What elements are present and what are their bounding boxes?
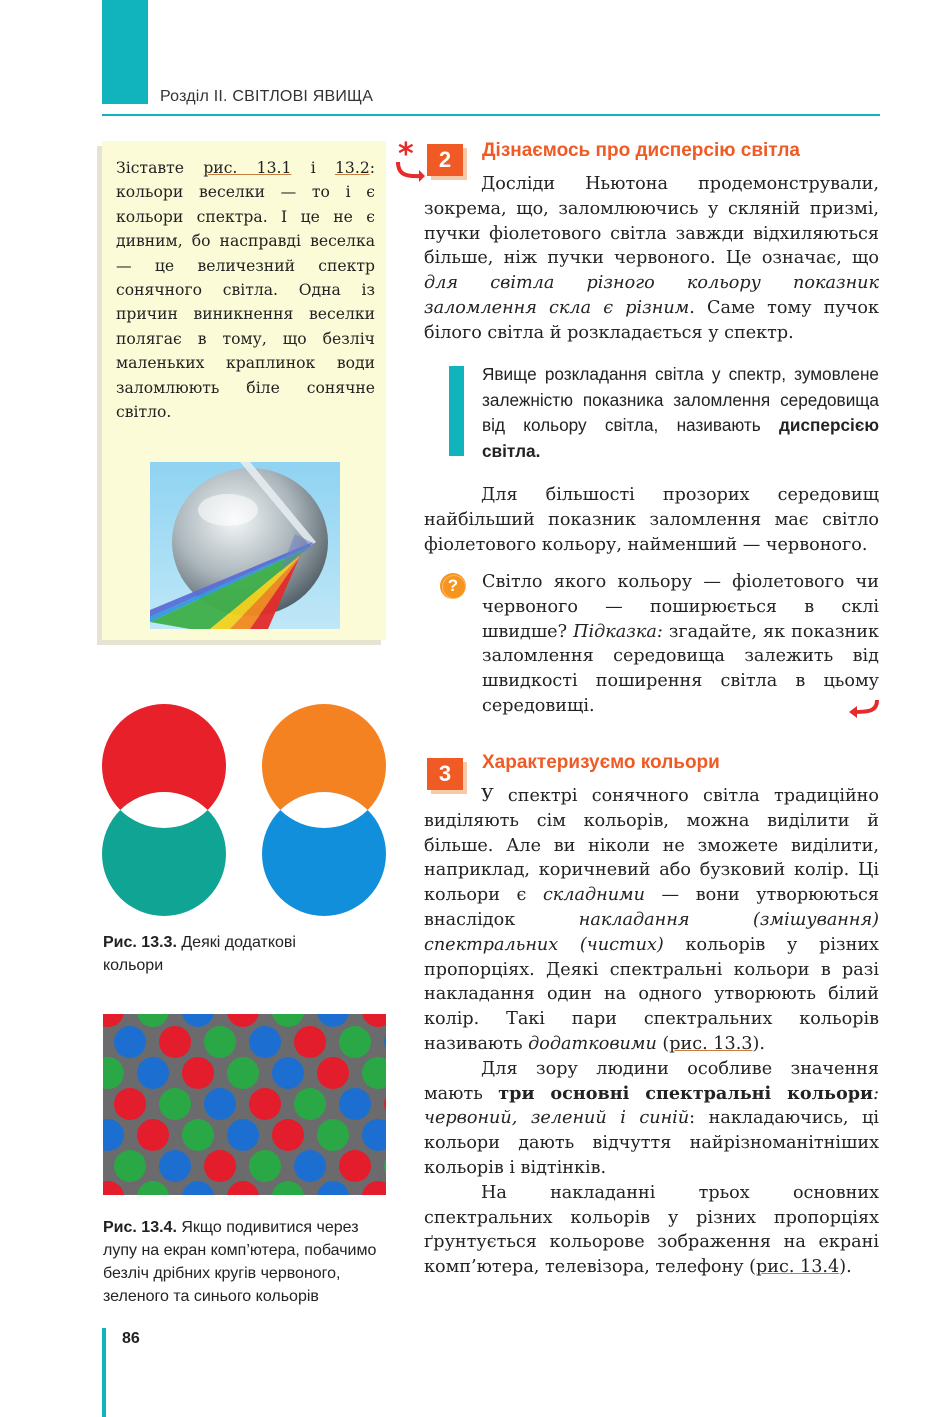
pixel-dot — [272, 1119, 304, 1151]
fig-13-3-caption — [103, 931, 353, 977]
pixel-dot — [317, 1057, 349, 1089]
pixel-dot — [137, 1057, 169, 1089]
water-drop-prism-image — [150, 462, 340, 629]
section-2-badge: 2 — [427, 144, 463, 176]
definition-bar — [449, 366, 464, 456]
screen-pixels-image — [103, 1014, 386, 1195]
section-3-title: Характеризуємо кольори — [482, 752, 720, 773]
section-2-title: Дізнаємось про дисперсію світла — [482, 140, 800, 161]
pixel-dot — [272, 1057, 304, 1089]
pixel-dot — [294, 1088, 326, 1120]
back-arrow-icon — [849, 698, 879, 718]
section-2-paragraph-2 — [424, 483, 879, 557]
pixel-dot — [339, 1088, 371, 1120]
chapter-header: Розділ ІІ. СВІТЛОВІ ЯВИЩА — [160, 88, 374, 105]
pixel-dot — [204, 1026, 236, 1058]
pixel-dot — [204, 1150, 236, 1182]
fig-13-3-text: Деякі додаткові кольори — [103, 934, 296, 974]
pixel-dot — [339, 1026, 371, 1058]
pixel-dot — [249, 1150, 281, 1182]
section-3-badge: 3 — [427, 758, 463, 790]
header-rule — [102, 114, 880, 116]
question-icon: ? — [440, 573, 466, 599]
definition-text: Явище розкладання світла у спектр, зумовлене залежністю показника заломлення середовища від кольору світла, називають дисперсією світла. — [482, 364, 879, 461]
fig-13-4-label: Рис. 13.4. — [103, 1219, 177, 1236]
section-2-paragraph-1 — [424, 172, 879, 346]
section-2-para-2-text: Для більшості прозорих середовищ найбільший показник заломлення має світло фіолетового кольору, найменший — червоного. — [424, 485, 879, 555]
pixel-dot — [317, 1119, 349, 1151]
header-tab — [102, 0, 148, 104]
pixel-dot — [182, 1057, 214, 1089]
fig-13-4-text: Якщо подивитися через лупу на екран комп’ютера, побачимо безліч дрібних кругів червоного, зеленого та синього кольорів — [103, 1219, 377, 1305]
section-3-para-2: Для зору людини особливе значення мають три основні спектральні кольори: червоний, зелений і синій: накладаючись, ці кольори дають відчуття найрізноманітніших кольорів і відтінків. — [424, 1058, 880, 1178]
pixel-dot — [227, 1057, 259, 1089]
question-text: Світло якого кольору — фіолетового чи червоного — поширюється в склі швидше? Підказка: згадайте, як показник заломлення середовища залежить від швидкості поширення світла в цьому середовищі. — [482, 572, 880, 716]
pixel-dot — [182, 1119, 214, 1151]
pixel-dot — [114, 1088, 146, 1120]
pixel-dot — [159, 1150, 191, 1182]
complementary-colors-figure — [100, 700, 390, 920]
pixel-dot — [114, 1026, 146, 1058]
section-2-para-1-text: Досліди Ньютона продемонстрували, зокрема, що, заломлюючись у скляній призмі, пучки фіолетового світла завжди відхиляються більше, ніж пучки червоного. Це означає, що для світла різного кольору показник заломлення скла є різним. Саме тому пучок білого світла й розкладається у спектр. — [424, 174, 879, 343]
pixel-dot — [227, 1119, 259, 1151]
section-3-para-1: У спектрі сонячного світла традиційно виділяють сім кольорів, можна виділити й більше. Але ви ніколи не зможете виділити, наприклад, коричневий або бузковий колір. Ці кольори є складними — вони утворюються внаслідок накладання (змішування) спектральних (чистих) кольорів у різних пропорціях. Деякі спектральні кольори в разі накладання один на одного утворюють білий колір. Такі пари спектральних кольорів називають додатковими (рис. 13.3). — [424, 786, 879, 1054]
pixel-dot — [204, 1088, 236, 1120]
fig-13-3-label: Рис. 13.3. — [103, 934, 177, 951]
pixel-dot — [294, 1150, 326, 1182]
footer-bar — [102, 1328, 106, 1417]
pixel-dot — [159, 1088, 191, 1120]
pixel-dot — [137, 1119, 169, 1151]
pixel-dot — [114, 1150, 146, 1182]
section-3-para-3: На накладанні трьох основних спектральних кольорів у різних пропорціях ґрунтується кольорове зображення на екрані комп’ютера, телевізора, телефону (рис. 13.4). — [424, 1182, 879, 1278]
return-arrow-icon — [395, 160, 425, 182]
pixel-dot — [294, 1026, 326, 1058]
page-number: 86 — [122, 1330, 140, 1347]
question-block — [482, 570, 879, 719]
pixel-dot — [339, 1150, 371, 1182]
fig-13-4-caption — [103, 1216, 388, 1308]
asterisk-icon: * — [398, 137, 414, 172]
note-text: Зіставте рис. 13.1 і 13.2: кольори веселки — то і є кольори спектра. І це не є дивним, бо насправді веселка — це величезний спектр сонячного світла. Одна із причин виникнення веселки полягає в тому, що безліч маленьких краплинок води заломлюють біле сонячне світло. — [116, 159, 376, 422]
section-3-paragraphs — [424, 784, 879, 1280]
pixel-dot — [249, 1088, 281, 1120]
pixel-dot — [159, 1026, 191, 1058]
pixel-dot — [249, 1026, 281, 1058]
